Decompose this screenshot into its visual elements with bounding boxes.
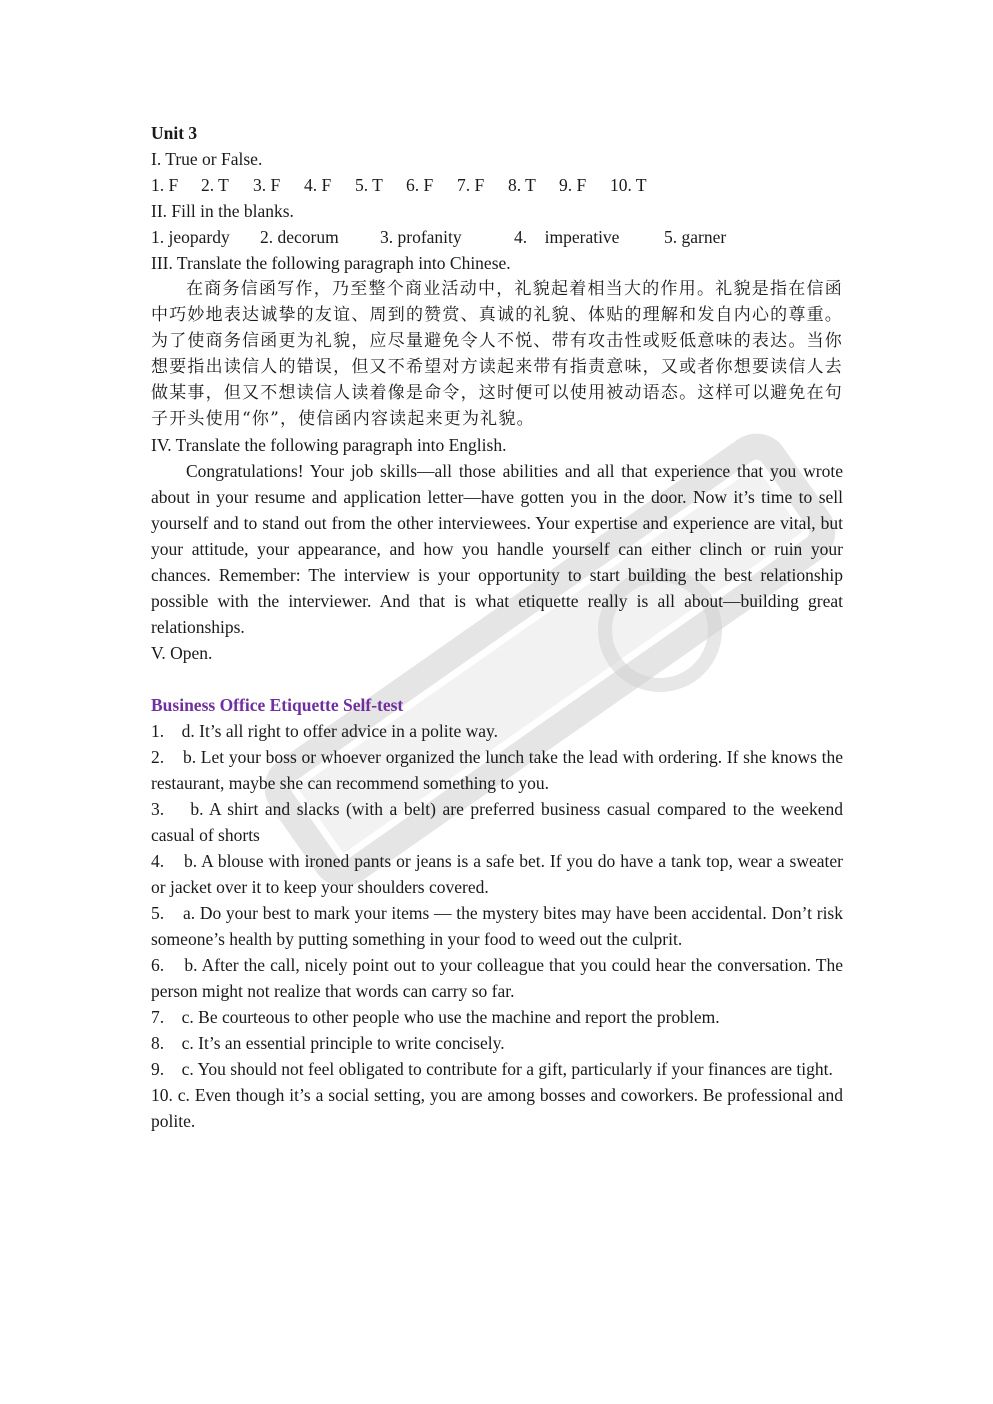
list-item: 5. a. Do your best to mark your items — the mystery bites may have been accidental. Don’t risk someone’s health by putting something in your food to weed out the culprit. bbox=[151, 903, 848, 949]
list-item: 2. b. Let your boss or whoever organized the lunch take the lead with ordering. If she knows the restaurant, maybe she can recommend something to you. bbox=[151, 747, 848, 793]
list-item: 7. c. Be courteous to other people who use the machine and report the problem. bbox=[151, 1007, 720, 1027]
answer-item: 5. T bbox=[355, 175, 383, 195]
answer-item: 10. T bbox=[610, 175, 647, 195]
chinese-translation-paragraph: 在商务信函写作，乃至整个商业活动中，礼貌起着相当大的作用。礼貌是指在信函中巧妙地表达诚挚的友谊、周到的赞赏、真诚的礼貌、体贴的理解和发自内心的尊重。为了使商务信函更为礼貌，应尽量避免令人不悦、带有攻击性或贬低意味的表达。当你想要指出读信人的错误，但又不希望对方读起来带有指责意味，又或者你想要读信人去做某事，但又不想读信人读着像是命令，这时便可以使用被动语态。这样可以避免在句子开头使用“你”，使信函内容读起来更为礼貌。 bbox=[151, 279, 843, 429]
list-item: 3. b. A shirt and slacks (with a belt) are preferred business casual compared to the weekend casual of shorts bbox=[151, 799, 848, 845]
list-item: 1. d. It’s all right to offer advice in a polite way. bbox=[151, 721, 498, 741]
true-false-answers bbox=[151, 172, 843, 198]
section-2-heading: II. Fill in the blanks. bbox=[151, 201, 294, 221]
section-4-heading: IV. Translate the following paragraph into English. bbox=[151, 435, 507, 455]
answer-item: 8. T bbox=[508, 175, 536, 195]
list-item: 4. b. A blouse with ironed pants or jeans is a safe bet. If you do have a tank top, wear a sweater or jacket over it to keep your shoulders covered. bbox=[151, 851, 848, 897]
document-page bbox=[151, 120, 848, 1134]
list-item: 9. c. You should not feel obligated to contribute for a gift, particularly if your finances are tight. bbox=[151, 1059, 833, 1079]
section-1-heading: I. True or False. bbox=[151, 149, 263, 169]
fill-blank-answers bbox=[151, 224, 843, 250]
list-item: 8. c. It’s an essential principle to write concisely. bbox=[151, 1033, 505, 1053]
answer-item: 2. decorum bbox=[260, 227, 339, 247]
answer-item: 4. F bbox=[304, 175, 332, 195]
answer-item: 4. imperative bbox=[514, 227, 620, 247]
answer-item: 5. garner bbox=[664, 227, 727, 247]
list-item: 6. b. After the call, nicely point out to your colleague that you could hear the conversation. The person might not realize that words can carry so far. bbox=[151, 955, 848, 1001]
unit-title: Unit 3 bbox=[151, 123, 198, 143]
answer-item: 1. F bbox=[151, 175, 179, 195]
answer-item: 2. T bbox=[201, 175, 229, 195]
section-3-heading: III. Translate the following paragraph into Chinese. bbox=[151, 253, 511, 273]
section-5-heading: V. Open. bbox=[151, 643, 213, 663]
list-item: 10. c. Even though it’s a social setting, you are among bosses and coworkers. Be professional and polite. bbox=[151, 1085, 848, 1131]
self-test-answer-list bbox=[151, 718, 848, 1134]
answer-item: 3. profanity bbox=[380, 227, 462, 247]
answer-item: 7. F bbox=[457, 175, 485, 195]
english-translation-paragraph: Congratulations! Your job skills—all those abilities and all that experience that you wrote about in your resume and application letter—have gotten you in the door. Now it’s time to sell yourself and to stand out from the other interviewees. Your expertise and experience are vital, but your attitude, your appearance, and how you handle yourself can either clinch or ruin your chances. Remember: The interview is your opportunity to start building the best relationship possible with the interviewer. And that is what etiquette really is all about—building great relationships. bbox=[151, 461, 843, 637]
answer-item: 6. F bbox=[406, 175, 434, 195]
answer-item: 1. jeopardy bbox=[151, 227, 230, 247]
answer-item: 3. F bbox=[253, 175, 281, 195]
self-test-title: Business Office Etiquette Self-test bbox=[151, 695, 404, 715]
answer-item: 9. F bbox=[559, 175, 587, 195]
